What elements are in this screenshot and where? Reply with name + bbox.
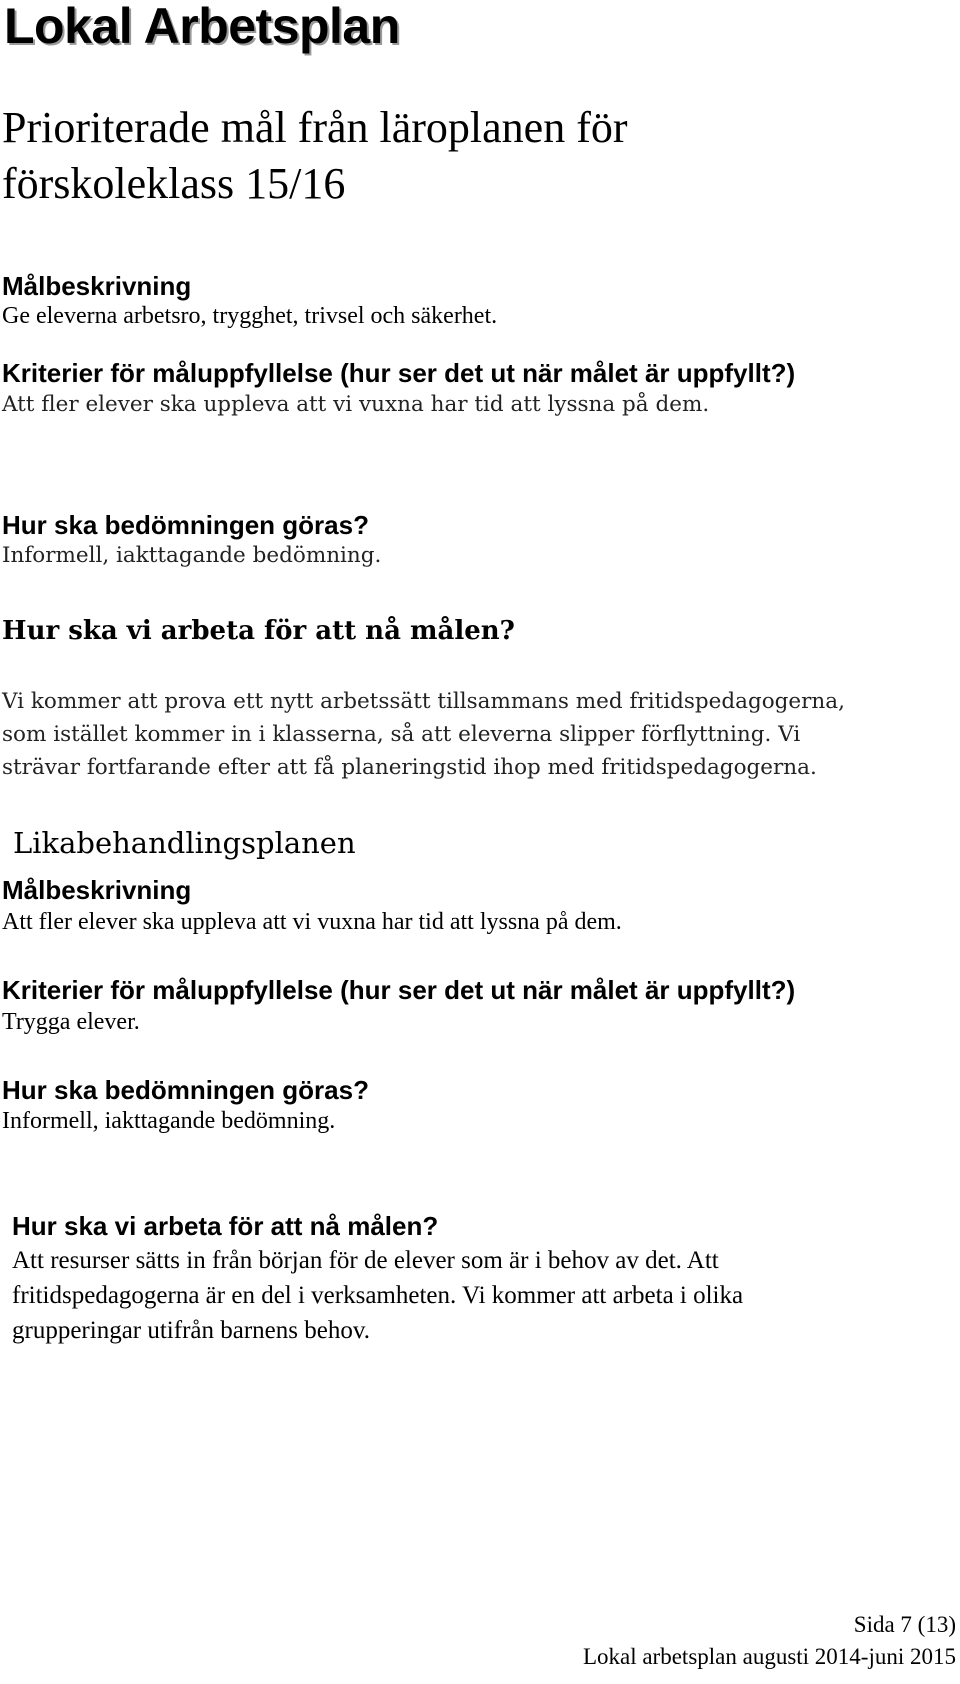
goal-text: Ge eleverna arbetsro, trygghet, trivsel och säkerhet. [2, 303, 498, 329]
work-line-3-2: grupperingar utifrån barnens behov. [12, 1317, 370, 1344]
document-title: Lokal Arbetsplan [4, 0, 400, 54]
work-line-1-2: Att resurser sätts in från början för de elever som är i behov av det. Att [12, 1247, 719, 1274]
assessment-text-2: Informell, iakttagande bedömning. [2, 1108, 336, 1134]
section-title: Likabehandlingsplanen [13, 826, 356, 860]
page-number: Sida 7 (13) [853, 1612, 956, 1637]
goal-label-2: Målbeskrivning [2, 875, 192, 905]
work-label: Hur ska vi arbeta för att nå målen? [2, 616, 515, 646]
page-heading-line-1: Prioriterade mål från läroplanen för [2, 103, 628, 152]
work-line-2-2: fritidspedagogerna är en del i verksamheten. Vi kommer att arbeta i olika [12, 1282, 744, 1309]
goal-text-2: Att fler elever ska uppleva att vi vuxna har tid att lyssna på dem. [2, 909, 622, 935]
page-footer [583, 1609, 956, 1673]
page-heading [2, 100, 628, 212]
footer-doc-period: Lokal arbetsplan augusti 2014-juni 2015 [582, 1644, 956, 1669]
criteria-text: Att fler elever ska uppleva att vi vuxna har tid att lyssna på dem. [2, 392, 710, 417]
work-line-3: strävar fortfarande efter att få planeringstid ihop med fritidspedagogerna. [2, 755, 817, 780]
criteria-text-2: Trygga elever. [2, 1009, 140, 1035]
criteria-label: Kriterier för måluppfyllelse (hur ser det ut när målet är uppfyllt?) [2, 358, 796, 388]
assessment-label: Hur ska bedömningen göras? [2, 510, 369, 540]
work-paragraph-2 [12, 1243, 743, 1348]
page-heading-line-2: förskoleklass 15/16 [2, 159, 346, 208]
goal-label: Målbeskrivning [2, 271, 192, 301]
work-label-2: Hur ska vi arbeta för att nå målen? [12, 1211, 439, 1241]
criteria-label-2: Kriterier för måluppfyllelse (hur ser det ut när målet är uppfyllt?) [2, 975, 796, 1005]
work-line-1: Vi kommer att prova ett nytt arbetssätt tillsammans med fritidspedagogerna, [2, 689, 845, 714]
assessment-label-2: Hur ska bedömningen göras? [2, 1075, 369, 1105]
assessment-text: Informell, iakttagande bedömning. [2, 543, 382, 568]
work-line-2: som istället kommer in i klasserna, så att eleverna slipper förflyttning. Vi [2, 722, 801, 747]
work-paragraph [2, 685, 845, 784]
